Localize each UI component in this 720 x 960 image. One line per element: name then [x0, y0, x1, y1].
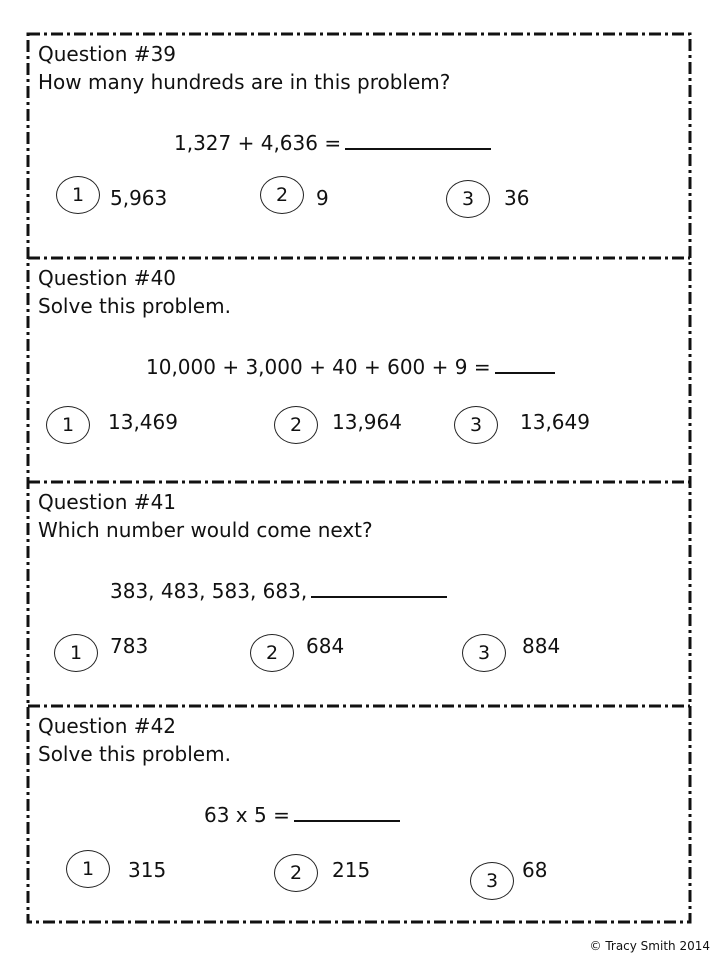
- question-equation: [146, 354, 555, 379]
- question-equation: [204, 802, 400, 827]
- question-title: Question #41: [38, 490, 177, 514]
- option-value: 13,964: [332, 410, 402, 434]
- option-number-circle[interactable]: 1: [46, 406, 90, 444]
- equation-text: 10,000 + 3,000 + 40 + 600 + 9 =: [146, 355, 491, 379]
- option-number-circle[interactable]: 2: [274, 406, 318, 444]
- question-card-41: [28, 482, 688, 706]
- answer-blank: [311, 578, 447, 598]
- question-card-40: [28, 258, 688, 482]
- question-prompt: Solve this problem.: [38, 294, 231, 318]
- equation-text: 1,327 + 4,636 =: [174, 131, 342, 155]
- option-number-circle[interactable]: 2: [260, 176, 304, 214]
- question-equation: [110, 578, 447, 603]
- answer-blank: [294, 802, 400, 822]
- option-value: 215: [332, 858, 371, 882]
- question-title: Question #42: [38, 714, 177, 738]
- option-value: 13,649: [520, 410, 590, 434]
- option-value: 13,469: [108, 410, 178, 434]
- option-number-circle[interactable]: 2: [274, 854, 318, 892]
- equation-text: 383, 483, 583, 683,: [110, 579, 308, 603]
- equation-text: 63 x 5 =: [204, 803, 290, 827]
- option-number-circle[interactable]: 3: [470, 862, 514, 900]
- question-card-39: [28, 34, 688, 258]
- option-number-circle[interactable]: 1: [54, 634, 98, 672]
- question-prompt: How many hundreds are in this problem?: [38, 70, 451, 94]
- question-prompt: Which number would come next?: [38, 518, 373, 542]
- question-prompt: Solve this problem.: [38, 742, 231, 766]
- option-number-circle[interactable]: 3: [446, 180, 490, 218]
- option-number-circle[interactable]: 3: [454, 406, 498, 444]
- option-number-circle[interactable]: 1: [56, 176, 100, 214]
- option-number-circle[interactable]: 1: [66, 850, 110, 888]
- option-value: 684: [306, 634, 345, 658]
- option-number-circle[interactable]: 3: [462, 634, 506, 672]
- option-value: 783: [110, 634, 149, 658]
- option-value: 884: [522, 634, 561, 658]
- copyright-notice: © Tracy Smith 2014: [589, 939, 710, 953]
- option-value: 315: [128, 858, 167, 882]
- question-title: Question #39: [38, 42, 177, 66]
- answer-blank: [495, 354, 555, 374]
- option-number-circle[interactable]: 2: [250, 634, 294, 672]
- question-equation: [174, 130, 491, 155]
- option-value: 9: [316, 186, 329, 210]
- option-value: 68: [522, 858, 548, 882]
- option-value: 5,963: [110, 186, 168, 210]
- answer-blank: [345, 130, 491, 150]
- question-title: Question #40: [38, 266, 177, 290]
- option-value: 36: [504, 186, 530, 210]
- question-card-42: [28, 706, 688, 922]
